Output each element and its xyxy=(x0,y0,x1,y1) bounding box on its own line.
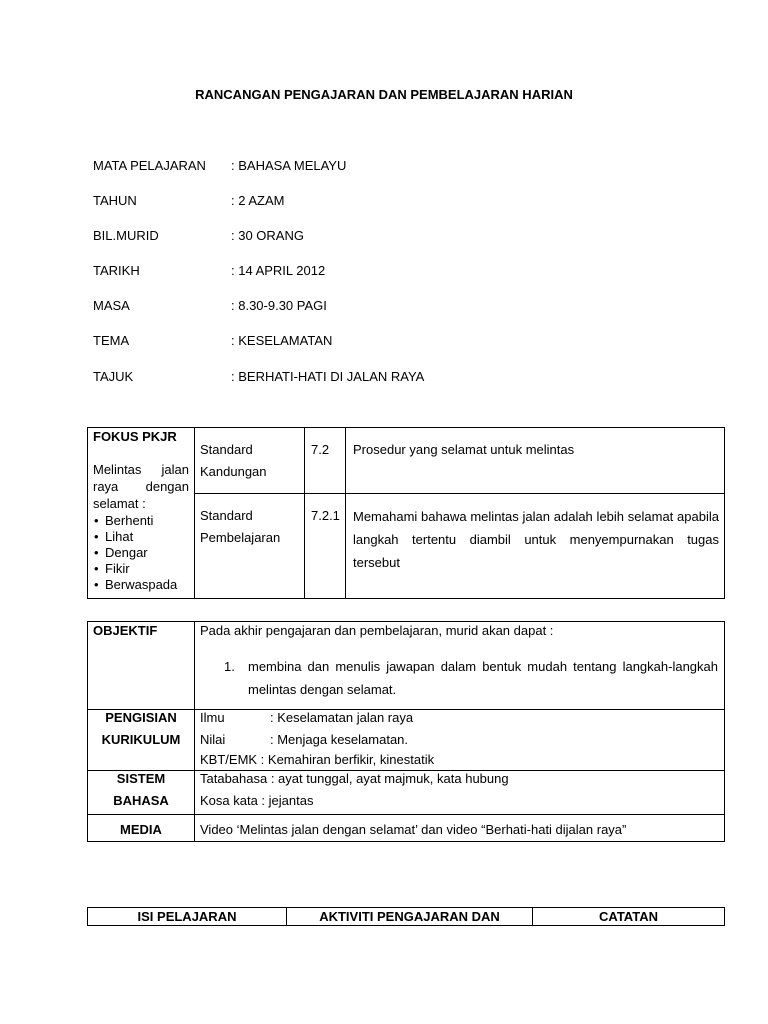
info-value: : BAHASA MELAYU xyxy=(231,158,347,173)
standard-description-cell: Memahami bahawa melintas jalan adalah lebih selamat apabila langkah tertentu diambil untuk menyempurnakan tugas tersebut xyxy=(353,509,719,570)
media-content: Video ‘Melintas jalan dengan selamat’ dan video “Berhati-hati dijalan raya” xyxy=(200,822,627,837)
pengisian-label-line: KURIKULUM xyxy=(101,732,181,747)
info-label: TAHUN xyxy=(93,193,137,208)
info-label: BIL.MURID xyxy=(93,228,159,243)
ilmu-value: : Keselamatan jalan raya xyxy=(270,710,414,725)
info-label: TAJUK xyxy=(93,369,134,384)
header-aktiviti: AKTIVITI PENGAJARAN DAN xyxy=(319,909,500,924)
pengisian-label-line: PENGISIAN xyxy=(105,710,177,725)
document-title: RANCANGAN PENGAJARAN DAN PEMBELAJARAN HARIAN xyxy=(195,87,573,102)
pengisian-label xyxy=(88,707,194,751)
nilai-value: : Menjaga keselamatan. xyxy=(270,732,409,747)
row-divider xyxy=(88,814,724,815)
standard-type-cell: Standard Pembelajaran xyxy=(200,508,281,545)
header-catatan: CATATAN xyxy=(599,909,658,924)
objektif-item-text: membina dan menulis jawapan dalam bentuk mudah tentang langkah-langkah melintas dengan selamat. xyxy=(248,659,718,697)
sistem-label-line: BAHASA xyxy=(113,793,169,808)
sistem-bahasa-label xyxy=(88,768,194,812)
standard-description-cell: Prosedur yang selamat untuk melintas xyxy=(353,442,575,457)
bullet-item: • Lihat xyxy=(93,529,189,545)
standard-code-cell: 7.2 xyxy=(311,442,330,457)
info-value: : BERHATI-HATI DI JALAN RAYA xyxy=(231,369,425,384)
standard-type-cell: Standard Kandungan xyxy=(200,442,267,479)
column-divider xyxy=(194,428,195,598)
sistem-bahasa-content xyxy=(200,768,718,812)
focus-table xyxy=(87,427,725,599)
header-isi-pelajaran: ISI PELAJARAN xyxy=(137,909,237,924)
column-divider xyxy=(194,622,195,841)
info-value: : KESELAMATAN xyxy=(231,333,333,348)
focus-heading: FOKUS PKJR xyxy=(93,429,177,444)
info-value: : 2 AZAM xyxy=(231,193,285,208)
nilai-line xyxy=(200,729,718,751)
media-label: MEDIA xyxy=(120,822,162,837)
nilai-key: Nilai xyxy=(200,732,226,747)
ilmu-key: Ilmu xyxy=(200,710,225,725)
info-value: : 14 APRIL 2012 xyxy=(231,263,326,278)
list-number: 1. xyxy=(224,659,235,674)
info-label: TARIKH xyxy=(93,263,140,278)
kbt-line: KBT/EMK : Kemahiran berfikir, kinestatik xyxy=(200,752,435,767)
bullet-item: • Berwaspada xyxy=(93,577,189,593)
kosa-kata-line: Kosa kata : jejantas xyxy=(200,793,314,808)
sistem-label-line: SISTEM xyxy=(116,771,166,786)
info-label: TEMA xyxy=(93,333,130,348)
objektif-label: OBJEKTIF xyxy=(93,623,158,638)
column-divider xyxy=(345,428,346,598)
bullet-item: • Fikir xyxy=(93,561,189,577)
focus-intro: Melintas jalan raya dengan selamat : xyxy=(93,462,189,511)
tatabahasa-line: Tatabahasa : ayat tunggal, ayat majmuk, kata hubung xyxy=(200,771,509,786)
info-value: : 30 ORANG xyxy=(231,228,304,243)
row-divider xyxy=(194,493,724,494)
column-divider xyxy=(304,428,305,598)
pengisian-content xyxy=(200,707,718,768)
focus-cell xyxy=(93,428,189,593)
info-value: : 8.30-9.30 PAGI xyxy=(231,298,327,313)
info-label: MATA PELAJARAN xyxy=(93,158,206,173)
info-label: MASA xyxy=(93,298,130,313)
ilmu-line xyxy=(200,707,718,729)
focus-bullet-list xyxy=(93,513,189,593)
objektif-intro: Pada akhir pengajaran dan pembelajaran, murid akan dapat : xyxy=(200,623,554,638)
lesson-table-header xyxy=(87,907,725,926)
standard-code-cell: 7.2.1 xyxy=(311,508,340,523)
bullet-item: • Berhenti xyxy=(93,513,189,529)
bullet-item: • Dengar xyxy=(93,545,189,561)
objective-table xyxy=(87,621,725,842)
